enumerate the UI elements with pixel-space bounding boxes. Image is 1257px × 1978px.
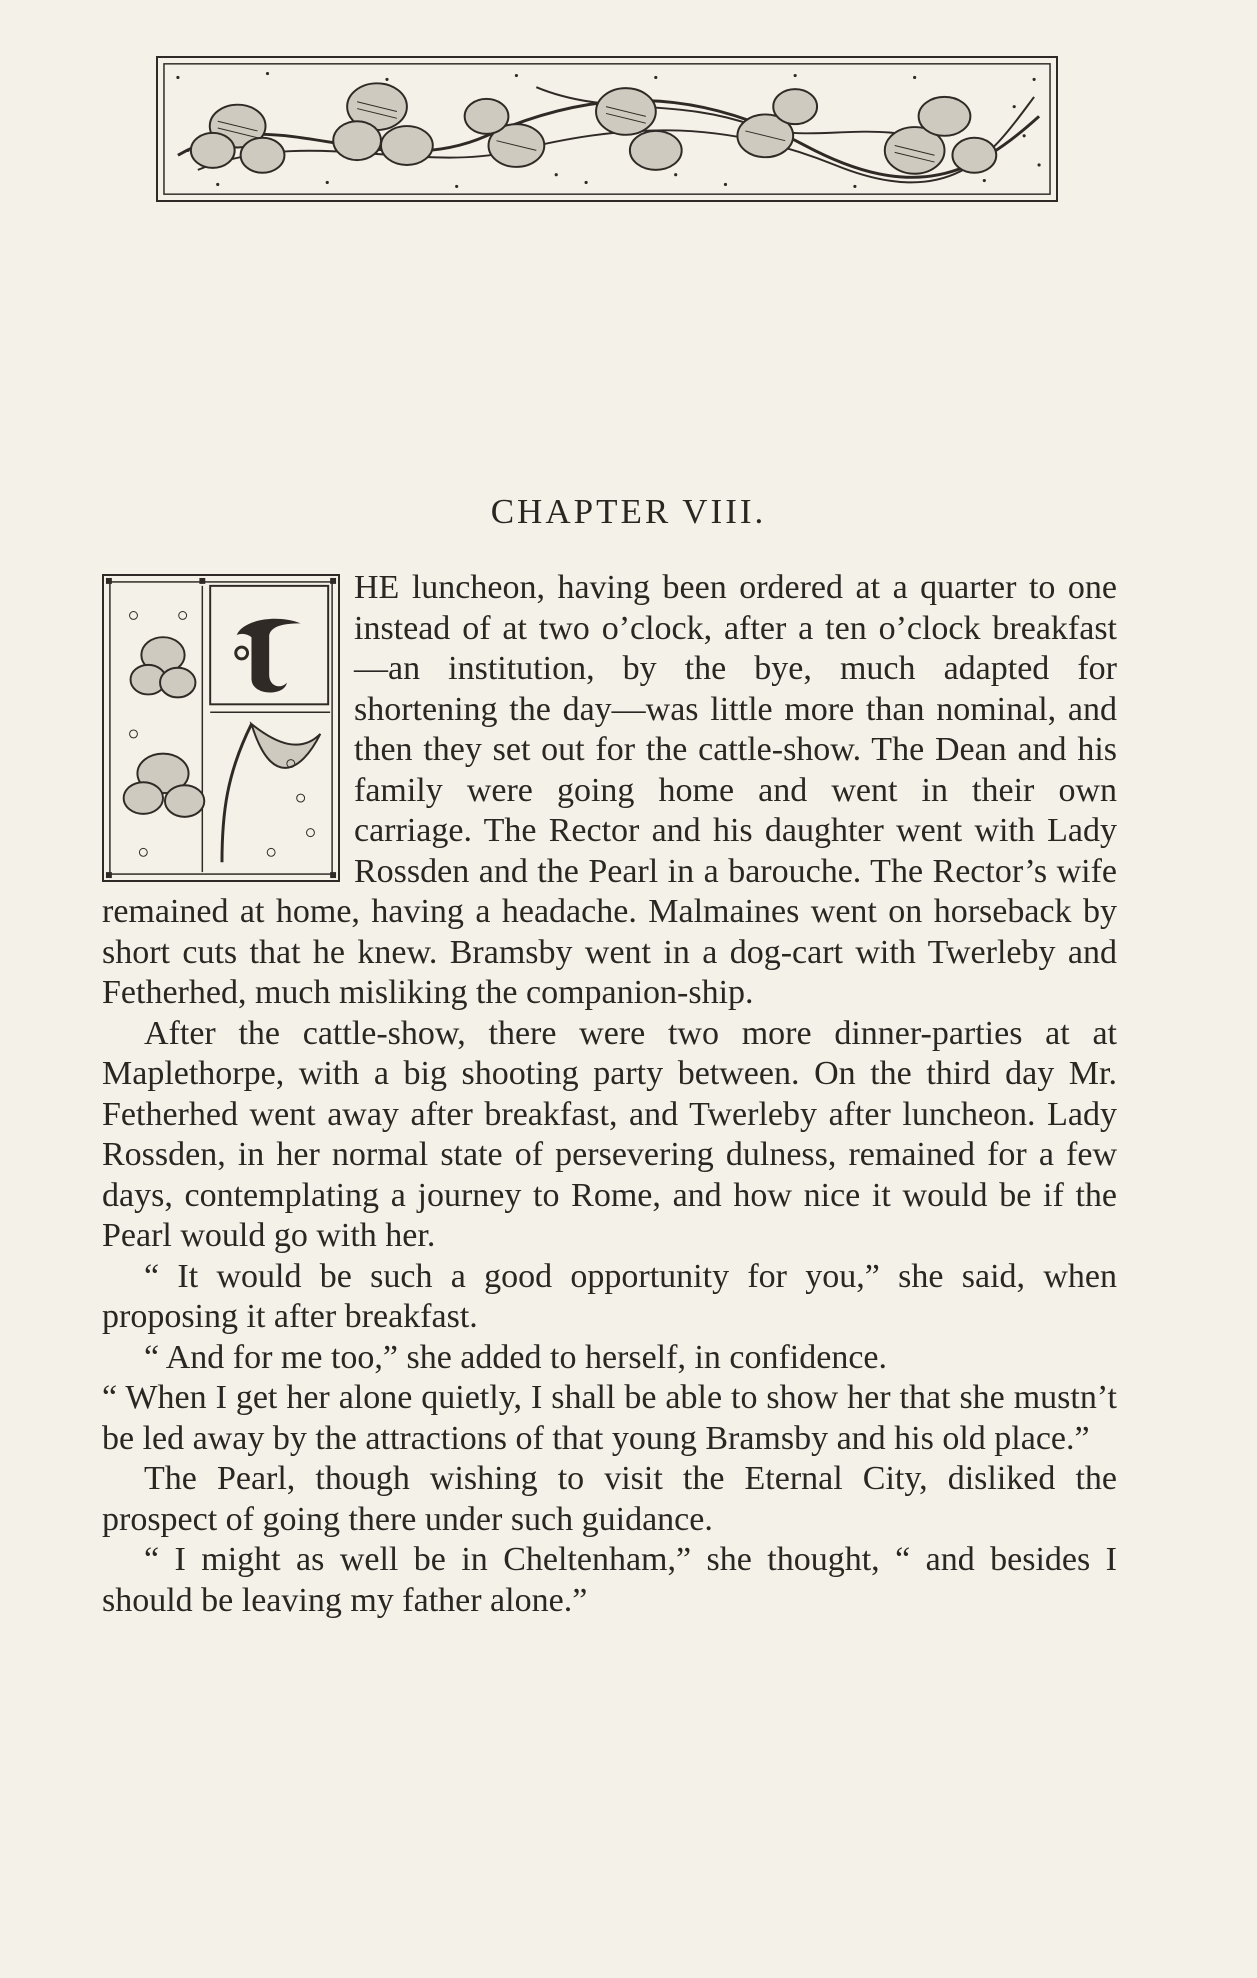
drop-cap-T-icon [102,574,340,882]
clover-vine-ornament-icon [158,58,1056,200]
paragraph: “ When I get her alone quietly, I shall be able to show her that she mustn’t be led away by the attractions of that young Bramsby and his old place.” [102,1379,1117,1457]
paragraph: “ It would be such a good opportunity for you,” she said, when proposing it after breakfast. [102,1257,1117,1335]
paragraph: HE luncheon, having been ordered at a quarter to one instead of at two o’clock, after a ten o’clock breakfast—an institution, by the bye, much adapted for shortening the day—was little more than nominal, and then they set out for the cattle-show. The Dean and his family were going home and went in their own carriage. The Rector and his daughter went with Lady Rossden and the Pearl in a barouche. The Rector’s wife remained at home, having a headache. Malmaines went on horseback by short cuts that he knew. Bramsby went in a dog-cart with Twerleby and Fetherhed, much misliking the companion-ship. [102,569,1117,1011]
paragraph: After the cattle-show, there were two more dinner-parties at at Maplethorpe, with a big shooting party between. On the third day Mr. Fetherhed went away after breakfast, and Twerleby after luncheon. Lady Rossden, in her normal state of persevering dulness, remained for a few days, contemplating a journey to Rome, and how nice it would be if the Pearl would go with her. [102,1014,1117,1254]
paragraph: “ And for me too,” she added to herself, in confidence. [144,1338,888,1376]
paragraph: “ I might as well be in Cheltenham,” she thought, “ and besides I should be leaving my father alone.” [102,1541,1117,1619]
paragraph: The Pearl, though wishing to visit the Eternal City, disliked the prospect of going there under such guidance. [102,1460,1117,1538]
headpiece-ornament [156,56,1058,202]
chapter-title: CHAPTER VIII. [490,492,767,531]
chapter-body [102,568,1117,1621]
